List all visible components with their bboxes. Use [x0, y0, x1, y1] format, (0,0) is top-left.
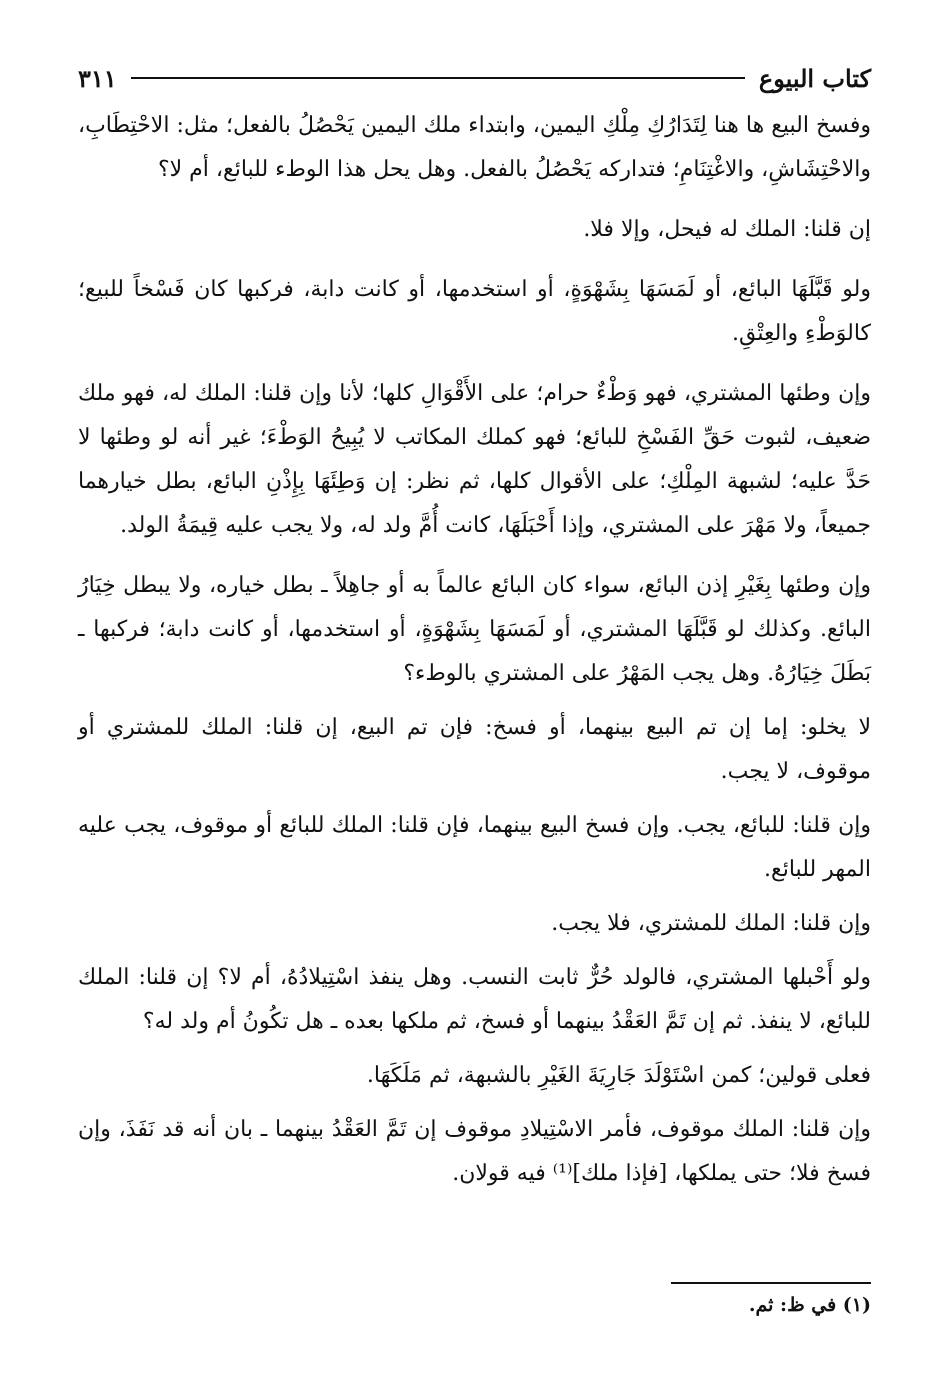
paragraph-9: ولو أَحْبلها المشتري، فالولد حُرٌّ ثابت النسب. وهل ينفذ اسْتِيلادُهُ، أم لا؟ إن قلنا: الملك للبائع، لا ينفذ. ثم إن تَمَّ العَقْدُ بينهما أو فسخ، ثم ملكها بعده ـ هل تكُونُ أم ولد له؟ [78, 965, 871, 1034]
paragraph-11: وإن قلنا: الملك موقوف، فأمر الاسْتِيلادِ موقوف إن تَمَّ العَقْدُ بينهما ـ بان أنه قد نَفَذَ، وإن فسخ فلا؛ حتى يملكها، [فإذا ملك]⁽¹⁾ فيه قولان. [78, 1117, 871, 1186]
footnote-rule [671, 1282, 871, 1284]
paragraph-6: لا يخلو: إما إن تم البيع بينهما، أو فسخ: فإن تم البيع، إن قلنا: الملك للمشتري أو موقوف، لا يجب. [78, 715, 871, 784]
paragraph-3: ولو قَبَّلَهَا البائع، أو لَمَسَهَا بِشَهْوَةٍ، أو استخدمها، أو كانت دابة، فركبها كان فَسْخاً للبيع؛ كالوَطْءِ والعِتْقِ. [78, 277, 871, 346]
header-rule [131, 77, 745, 79]
book-title: كتاب البيوع [758, 63, 871, 93]
paragraph-1: وفسخ البيع ها هنا لِتَدَارُكِ مِلْكِ اليمين، وابتداء ملك اليمين يَحْصُلُ بالفعل؛ مثل: الاحْتِطَابِ، والاحْتِشَاشِ، والاغْتِنَامِ؛ فتداركه يَحْصُلُ بالفعل. وهل يحل هذا الوطء للبائع، أم لا؟ [78, 113, 871, 182]
footnote: (١) في ظ: ثم. [748, 1294, 871, 1316]
paragraph-8: وإن قلنا: الملك للمشتري، فلا يجب. [551, 911, 871, 936]
paragraph-5: وإن وطئها بِغَيْرِ إذن البائع، سواء كان البائع عالماً به أو جاهِلاً ـ بطل خياره، ولا يبطل خِيَارُ البائع. وكذلك لو قَبَّلَهَا المشتري، أو لَمَسَهَا بِشَهْوَةٍ، أو استخدمها، أو كانت دابة؛ فركبها ـ بَطَلَ خِيَارُهُ. وهل يجب المَهْرُ على المشتري بالوطء؟ [78, 573, 871, 686]
page-header [78, 58, 871, 98]
paragraph-7: وإن قلنا: للبائع، يجب. وإن فسخ البيع بينهما، فإن قلنا: الملك للبائع أو موقوف، يجب عليه المهر للبائع. [78, 813, 871, 882]
paragraph-4: وإن وطئها المشتري، فهو وَطْءٌ حرام؛ على الأَقْوَالِ كلها؛ لأنا وإن قلنا: الملك له، فهو ملك ضعيف، لثبوت حَقِّ الفَسْخِ للبائع؛ فهو كملك المكاتب لا يُبِيحُ الوَطْءَ؛ غير أنه لو وطئها لا حَدَّ عليه؛ لشبهة المِلْكِ؛ على الأقوال كلها، ثم نظر: إن وَطِئَهَا بِإِذْنِ البائع، بطل خيارهما جميعاً، ولا مَهْرَ على المشتري، وإذا أَحْبَلَهَا، كانت أُمَّ ولد له، ولا يجب عليه قِيمَةُ الولد. [78, 381, 871, 538]
paragraph-10: فعلى قولين؛ كمن اسْتَوْلَدَ جَارِيَةَ الغَيْرِ بالشبهة، ثم مَلَكَهَا. [366, 1063, 871, 1088]
paragraph-2: إن قلنا: الملك له فيحل، وإلا فلا. [583, 217, 871, 242]
body-text [78, 104, 871, 1196]
page-number: ٣١١ [78, 63, 117, 93]
